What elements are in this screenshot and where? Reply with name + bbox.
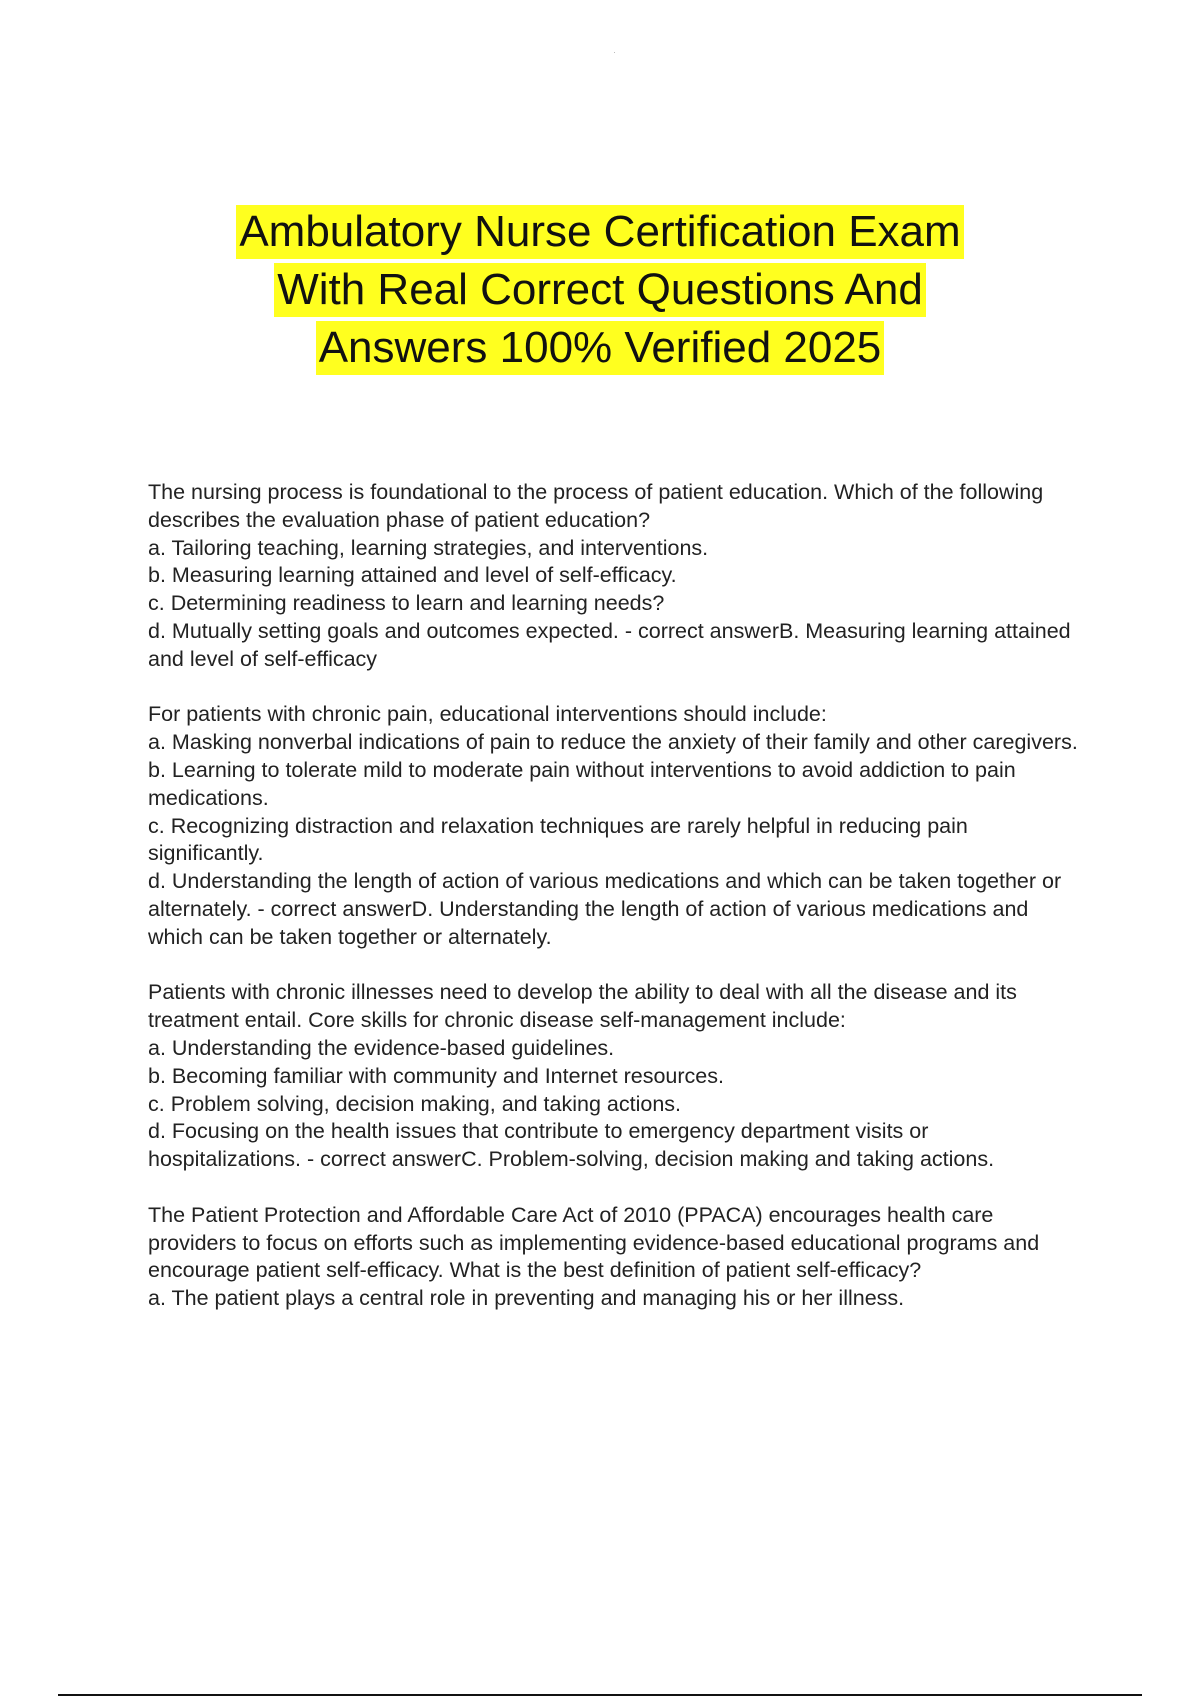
answer-option-d-with-correct-answer: d. Mutually setting goals and outcomes expected. - correct answerB. Measuring learning attained and level of self-efficacy — [148, 618, 1071, 671]
answer-option-c: c. Recognizing distraction and relaxation techniques are rarely helpful in reducing pain significantly. — [148, 813, 968, 866]
answer-option-a: a. Masking nonverbal indications of pain to reduce the anxiety of their family and other caregivers. — [148, 730, 1078, 755]
page-mark — [614, 52, 615, 53]
question-list — [148, 479, 1078, 1341]
answer-option-c: c. Determining readiness to learn and learning needs? — [148, 591, 665, 616]
title-line-1: Ambulatory Nurse Certification Exam — [236, 205, 963, 259]
question-block-4 — [148, 1202, 1078, 1313]
title-line-3: Answers 100% Verified 2025 — [316, 321, 885, 375]
answer-option-b: b. Learning to tolerate mild to moderate pain without interventions to avoid addiction to pain medications. — [148, 757, 1016, 810]
title-line-2: With Real Correct Questions And — [274, 263, 926, 317]
answer-option-b: b. Becoming familiar with community and Internet resources. — [148, 1063, 724, 1088]
answer-option-b: b. Measuring learning attained and level of self-efficacy. — [148, 563, 677, 588]
document-title — [0, 205, 1200, 379]
question-stem: Patients with chronic illnesses need to develop the ability to deal with all the disease and its treatment entail. Core skills for chronic disease self-management include: — [148, 980, 1017, 1033]
answer-option-d-with-correct-answer: d. Understanding the length of action of various medications and which can be taken together or alternately. - correct answerD. Understanding the length of action of various medications and which can be taken together or alternately. — [148, 869, 1062, 949]
page-bottom-rule — [58, 1694, 1142, 1696]
question-block-3 — [148, 979, 1078, 1174]
question-block-2 — [148, 701, 1078, 951]
answer-option-a: a. The patient plays a central role in preventing and managing his or her illness. — [148, 1286, 905, 1311]
answer-option-d-with-correct-answer: d. Focusing on the health issues that contribute to emergency department visits or hospitalizations. - correct answerC. Problem-solving, decision making and taking actions. — [148, 1119, 995, 1172]
answer-option-a: a. Tailoring teaching, learning strategies, and interventions. — [148, 535, 709, 560]
question-stem: The nursing process is foundational to the process of patient education. Which of the following describes the evaluation phase of patient education? — [148, 480, 1044, 532]
question-stem: For patients with chronic pain, educational interventions should include: — [148, 702, 827, 727]
answer-option-c: c. Problem solving, decision making, and taking actions. — [148, 1091, 681, 1116]
question-stem: The Patient Protection and Affordable Care Act of 2010 (PPACA) encourages health care providers to focus on efforts such as implementing evidence-based educational programs and encourage patient self-efficacy. What is the best definition of patient self-efficacy? — [148, 1202, 1040, 1283]
answer-option-a: a. Understanding the evidence-based guidelines. — [148, 1035, 615, 1060]
question-block-1 — [148, 479, 1078, 674]
